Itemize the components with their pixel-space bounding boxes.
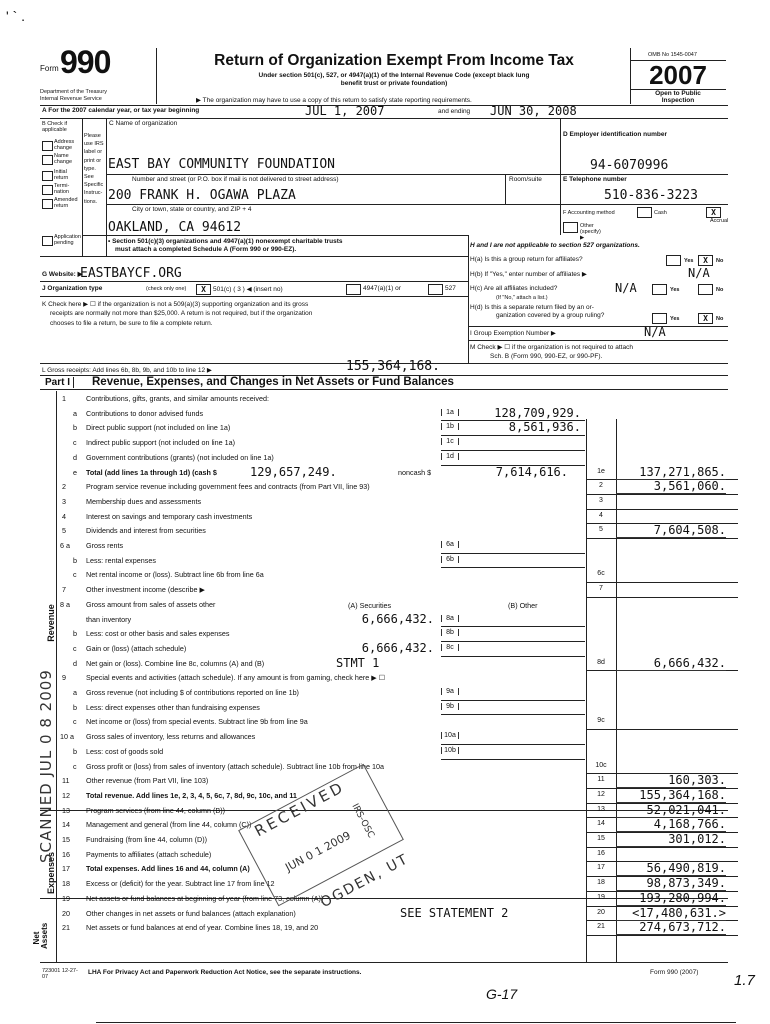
h-i-note: H and I are not applicable to section 527 organizations. <box>470 242 640 249</box>
line-description: Net assets or fund balances at end of year. Combine lines 18, 19, and 20 <box>86 923 319 933</box>
line-number: 19 <box>62 893 70 903</box>
line-description: Program service revenue including government fees and contracts (from Part VII, line 93) <box>86 482 370 492</box>
line-description: Membership dues and assessments <box>86 496 202 506</box>
line-number: b <box>73 702 77 712</box>
line-number: 8 a <box>60 599 70 609</box>
line-description: Interest on savings and temporary cash investments <box>86 511 253 521</box>
section-b-option-label: Initial return <box>54 169 69 181</box>
rule <box>441 641 585 642</box>
line-number: c <box>73 438 77 448</box>
form-title: Return of Organization Exempt From Income Tax <box>214 52 574 69</box>
line-number: 17 <box>62 864 70 874</box>
expenses-side-label: Expenses <box>46 851 57 895</box>
rule <box>441 567 585 568</box>
gross-receipts-label: L Gross receipts: Add lines 6b, 8b, 9b, and 10b to line 12 ▶ <box>42 367 212 374</box>
line-description: Total (add lines 1a through 1d) (cash $ <box>86 467 217 477</box>
inner-box-number: 6a <box>441 541 459 548</box>
hc-note: (If "No," attach a list.) <box>496 295 548 301</box>
scanned-stamp: SCANNED JUL 0 8 2009 <box>37 669 55 863</box>
ein-value: 94-6070996 <box>590 158 669 173</box>
line-number: 21 <box>62 923 70 933</box>
hc-no-label: No <box>716 287 724 293</box>
line-description: Other investment income (describe ▶ <box>86 585 205 595</box>
hc-yes-checkbox[interactable] <box>652 284 667 295</box>
omb-number: OMB No 1545-0047 <box>648 52 697 58</box>
received-stamp: RECEIVED <box>251 777 348 841</box>
line-description: Less: rental expenses <box>86 555 156 565</box>
line-description: than inventory <box>86 614 132 624</box>
line-number: 7 <box>62 585 66 595</box>
line-description: Gross revenue (not including $ of contributions reported on line 1b) <box>86 688 299 697</box>
line-number: 5 <box>62 526 66 536</box>
gross-receipts-value: 155,364,168. <box>346 359 440 374</box>
line-amount: 56,490,819. <box>616 861 726 876</box>
rule <box>586 729 738 730</box>
line-k-1: K Check here ▶ ☐ if the organization is not a 509(a)(3) supporting organization and its gross <box>42 301 309 308</box>
org-name: EAST BAY COMMUNITY FOUNDATION <box>108 157 335 172</box>
line-number: c <box>73 761 77 771</box>
section-b-option-label: Application pending <box>54 234 81 246</box>
rule <box>441 450 585 451</box>
dept-treasury: Department of the Treasury <box>40 89 107 95</box>
line-description: Less: cost of goods sold <box>86 746 164 756</box>
line-number: a <box>73 688 77 697</box>
inner-box-number: 10a <box>441 732 459 739</box>
right-line-number: 7 <box>599 585 603 593</box>
phone-label: E Telephone number <box>563 176 627 183</box>
line-amount: 160,303. <box>616 773 726 788</box>
please-print-note: Please use IRS label or print or type. See Specific Instruc-tions. <box>84 133 104 205</box>
line-number: b <box>73 555 77 565</box>
line-number: d <box>73 452 77 462</box>
line-description: Special events and activities (attach schedule). If any amount is from gaming, check here ▶ ☐ <box>86 673 386 683</box>
right-line-number: 2 <box>599 482 603 490</box>
section-b-option-label: Address change <box>54 139 75 151</box>
org-type-501c-checkbox[interactable]: X <box>196 284 211 295</box>
and-ending-label: and ending <box>438 108 471 115</box>
line-description: Gross profit or (loss) from sales of inventory (attach schedule). Subtract line 10b from line 10a <box>86 761 385 771</box>
org-type-527-label: 527 <box>445 285 456 292</box>
line-number: c <box>73 570 77 580</box>
right-line-number: 15 <box>597 835 605 842</box>
line-number: 9 <box>62 673 66 683</box>
line-number: 15 <box>62 835 70 844</box>
rule <box>441 626 585 627</box>
right-line-number: 18 <box>597 879 605 887</box>
part-i-label: Part I <box>42 377 74 388</box>
cash-checkbox[interactable] <box>637 207 652 218</box>
inner-box-number: 1a <box>441 409 459 416</box>
line-number: b <box>73 746 77 756</box>
section-b-option-checkbox[interactable] <box>42 199 53 209</box>
hb-question: H(b) If "Yes," enter number of affiliates ▶ <box>470 271 587 278</box>
right-line-number: 6c <box>597 570 605 578</box>
section-b-option-label: Name change <box>54 153 73 165</box>
irs-label: Internal Revenue Service <box>40 96 102 102</box>
line-k-2: receipts are normally not more than $25,000. A return is not required, but if the organization <box>50 310 313 317</box>
line-number: 2 <box>62 482 66 492</box>
hand-page-mark: 1.7 <box>734 972 755 989</box>
line-description: Program services (from line 44, column (B)) <box>86 805 225 815</box>
section-b-option-checkbox[interactable] <box>42 155 53 165</box>
footer-lha: LHA For Privacy Act and Paperwork Reduction Act Notice, see the separate instructions. <box>88 969 362 976</box>
line-m-2: Sch. B (Form 990, 990-EZ, or 990-PF). <box>490 353 603 360</box>
rule <box>441 714 585 715</box>
website-value: EASTBAYCF.ORG <box>80 266 182 281</box>
line-amount: 4,168,766. <box>616 817 726 832</box>
section-b-option-label: Amended return <box>54 197 78 209</box>
footer-form: Form 990 (2007) <box>650 969 699 976</box>
form-number: 990 <box>60 44 111 80</box>
hd-yes-label: Yes <box>670 316 680 322</box>
line-number: d <box>73 658 77 668</box>
accounting-method-label: F Accounting method <box>563 210 615 216</box>
line-amount: <17,480,631.> <box>616 906 726 921</box>
group-exemption-value: N/A <box>644 325 666 339</box>
form-subtitle-1: Under section 501(c), 527, or 4947(a)(1) of the Internal Revenue Code (except black lung <box>258 72 530 79</box>
section-b-option-checkbox[interactable] <box>42 185 53 195</box>
line-amount: 6,666,432. <box>616 656 726 671</box>
right-line-number: 5 <box>599 526 603 534</box>
line-description: Net assets or fund balances at beginning of year (from line 73, column (A)) <box>86 893 324 903</box>
right-line-number: 11 <box>597 776 605 784</box>
line-description: Contributions to donor advised funds <box>86 408 204 418</box>
line-description: Indirect public support (not included on line 1a) <box>86 438 236 448</box>
ha-yes-label: Yes <box>684 258 694 264</box>
line-amount: 193,280,994. <box>616 891 726 906</box>
line-description: Less: cost or other basis and sales expenses <box>86 629 230 639</box>
line-description: Gross amount from sales of assets other <box>86 599 216 609</box>
inspection: Inspection <box>661 97 695 104</box>
line-number: e <box>73 467 77 477</box>
margin-scribble: ' ` . <box>6 8 26 24</box>
website-label: G Website: ▶ <box>42 271 83 278</box>
section-b-option-checkbox[interactable] <box>42 141 53 151</box>
line-description: Total expenses. Add lines 16 and 44, column (A) <box>86 864 250 874</box>
line-number: 1 <box>62 394 66 403</box>
cash-label: Cash <box>654 210 667 216</box>
right-line-number: 1e <box>597 467 605 475</box>
line-number: c <box>73 717 77 727</box>
sec501-note-1: • Section 501(c)(3) organizations and 4947(a)(1) nonexempt charitable trusts <box>108 238 343 245</box>
line-description: Gain or (loss) (attach schedule) <box>86 643 187 653</box>
inner-box-number: 8a <box>441 615 459 622</box>
line-number: c <box>73 643 77 653</box>
line-description: Gross rents <box>86 541 124 550</box>
hc-yes-label: Yes <box>670 287 680 293</box>
hd-question-1: H(d) Is this a separate return filed by an or- <box>470 304 594 311</box>
city-state-zip: OAKLAND, CA 94612 <box>108 220 242 235</box>
rule <box>586 582 738 583</box>
right-line-number: 10c <box>595 761 607 769</box>
line-m-1: M Check ▶ ☐ if the organization is not required to attach <box>470 344 633 351</box>
line-amount: 52,021,041. <box>616 803 726 818</box>
org-type-527-checkbox[interactable] <box>428 284 443 295</box>
hd-question-2: ganization covered by a group ruling? <box>496 312 605 319</box>
inner-box-number: 1d <box>441 453 459 460</box>
line-amount: 155,364,168. <box>616 788 726 803</box>
line-amount: 7,604,508. <box>616 523 726 538</box>
street-label: Number and street (or P.O. box if mail is not delivered to street address) <box>132 176 339 183</box>
right-line-number: 19 <box>597 893 605 901</box>
org-type-label: J Organization type <box>42 285 103 292</box>
line-number: 3 <box>62 496 66 506</box>
line-description: Direct public support (not included on line 1a) <box>86 423 231 433</box>
state-notice: ▶ The organization may have to use a copy of this return to satisfy state reporting requirements. <box>196 97 472 104</box>
line-description: Dividends and interest from securities <box>86 526 206 536</box>
ogden-stamp: OGDEN, UT <box>317 851 412 911</box>
form-label: Form <box>40 64 59 73</box>
line-number: b <box>73 629 77 639</box>
other-method-checkbox[interactable] <box>563 222 578 233</box>
org-type-4947-checkbox[interactable] <box>346 284 361 295</box>
rule <box>586 597 738 598</box>
hand-note: G-17 <box>486 986 518 1002</box>
inner-box-number: 1b <box>441 423 459 430</box>
inner-amount: 6,666,432. <box>361 611 434 626</box>
right-line-number: 3 <box>599 496 603 504</box>
inner-box-number: 8c <box>441 644 459 651</box>
line-number: 4 <box>62 511 66 521</box>
section-b-option-label: Termi-nation <box>54 183 70 195</box>
rule <box>586 509 738 510</box>
line-description: Gross sales of inventory, less returns and allowances <box>86 732 256 742</box>
noncash-amount: 7,614,616. <box>495 464 568 479</box>
accrual-checkbox[interactable]: X <box>706 207 721 218</box>
line-number: 14 <box>62 820 70 830</box>
phone-value: 510-836-3223 <box>604 188 698 203</box>
line-amount: 301,012. <box>616 832 726 847</box>
irs-osc-stamp: IRS-OSC <box>349 802 376 840</box>
hd-no-label: No <box>716 316 724 322</box>
hc-question: H(c) Are all affiliates included? <box>470 285 558 292</box>
column-b-header: (B) Other <box>508 600 538 610</box>
line-description: Total revenue. Add lines 1e, 2, 3, 4, 5, 6c, 7, 8d, 9c, 10c, and 11 <box>86 790 297 800</box>
line-amount: 137,271,865. <box>616 465 726 480</box>
line-description: Net income or (loss) from special events. Subtract line 9b from line 9a <box>86 717 308 727</box>
line-number: 20 <box>62 908 70 918</box>
line-extra: SEE STATEMENT 2 <box>400 905 509 920</box>
right-line-number: 20 <box>597 908 605 916</box>
org-type-hint: (check only one) <box>146 286 187 292</box>
section-b-option-checkbox[interactable] <box>42 171 53 181</box>
rule <box>441 435 585 436</box>
line-description: Fundraising (from line 44, column (D)) <box>86 835 208 844</box>
line-number: 10 a <box>60 732 74 742</box>
right-line-number: 12 <box>597 790 605 798</box>
inner-amount: 8,561,936. <box>508 420 581 435</box>
column-a-header: (A) Securities <box>348 600 392 610</box>
inner-box-number: 8b <box>441 629 459 636</box>
right-line-number: 14 <box>597 820 605 828</box>
sec501-note-2: must attach a completed Schedule A (Form 990 or 990-EZ). <box>115 246 297 253</box>
right-line-number: 13 <box>597 805 605 813</box>
rule <box>441 656 585 657</box>
revenue-side-label: Revenue <box>45 604 56 642</box>
line-description: Net gain or (loss). Combine line 8c, columns (A) and (B) <box>86 658 265 668</box>
line-number: 12 <box>62 790 70 800</box>
tax-year-end: JUN 30, 2008 <box>490 104 577 118</box>
hc-value: N/A <box>615 281 637 295</box>
line-number: 18 <box>62 879 70 889</box>
line-description: Government contributions (grants) (not included on line 1a) <box>86 452 274 462</box>
line-amount: 98,873,349. <box>616 876 726 891</box>
line-description: Other revenue (from Part VII, line 103) <box>86 776 209 786</box>
net-assets-side-label: Net Assets <box>32 922 49 949</box>
line-number: b <box>73 423 77 433</box>
org-type-4947-label: 4947(a)(1) or <box>363 285 401 292</box>
line-number: 13 <box>62 805 70 815</box>
rule <box>441 553 585 554</box>
line-extra: 129,657,249. <box>250 464 337 479</box>
line-number: a <box>73 408 77 418</box>
right-line-number: 4 <box>599 511 603 519</box>
footer-code: 723001 12-27-07 <box>42 968 78 980</box>
received-date-stamp: JUN 0 1 2009 <box>283 828 353 875</box>
ha-question: H(a) Is this a group return for affiliates? <box>470 256 583 263</box>
ha-no-checkbox[interactable]: X <box>698 255 713 266</box>
inner-box-number: 9b <box>441 703 459 710</box>
hd-no-checkbox[interactable]: X <box>698 313 713 324</box>
org-type-501c-label: 501(c) ( 3 ) ◀ (insert no) <box>213 286 283 293</box>
rule <box>40 962 728 963</box>
hd-yes-checkbox[interactable] <box>652 313 667 324</box>
rule <box>56 391 57 962</box>
city-label: City or town, state or country, and ZIP + 4 <box>132 206 252 213</box>
rule <box>441 759 585 760</box>
ein-label: D Employer identification number <box>563 131 668 138</box>
line-extra: STMT 1 <box>336 655 380 670</box>
noncash-label: noncash $ <box>398 467 432 477</box>
rule <box>441 700 585 701</box>
line-description: Management and general (from line 44, column (C)) <box>86 820 252 830</box>
inner-amount: 128,709,929. <box>494 405 581 420</box>
inner-box-number: 10b <box>441 747 459 754</box>
right-line-number: 17 <box>597 864 605 872</box>
hb-value: N/A <box>688 266 710 280</box>
section-b-label: B Check if applicable <box>42 121 68 133</box>
inner-box-number: 9a <box>441 688 459 695</box>
line-description: Contributions, gifts, grants, and similar amounts received: <box>86 394 269 403</box>
tax-year-begin: JUL 1, 2007 <box>305 104 385 118</box>
right-line-number: 16 <box>597 849 605 857</box>
inner-box-number: 6b <box>441 556 459 563</box>
line-description: Payments to affiliates (attach schedule) <box>86 849 212 859</box>
tax-year: 2007 <box>649 60 707 90</box>
room-suite-label: Room/suite <box>509 176 542 183</box>
ha-no-label: No <box>716 258 724 264</box>
line-description: Net rental income or (loss). Subtract line 6b from line 6a <box>86 570 264 580</box>
line-number: 16 <box>62 849 70 859</box>
right-line-number: 21 <box>597 923 605 931</box>
hc-no-checkbox[interactable] <box>698 284 713 295</box>
line-description: Less: direct expenses other than fundraising expenses <box>86 702 260 712</box>
line-description: Other changes in net assets or fund balances (attach explanation) <box>86 908 296 918</box>
street-address: 200 FRANK H. OGAWA PLAZA <box>108 188 296 203</box>
line-description: Excess or (deficit) for the year. Subtract line 17 from line 12 <box>86 879 275 889</box>
right-line-number: 9c <box>597 717 605 725</box>
line-amount: 274,673,712. <box>616 920 726 935</box>
rule <box>441 744 585 745</box>
part-i-title: Revenue, Expenses, and Changes in Net Assets or Fund Balances <box>92 376 454 388</box>
group-exemption-label: I Group Exemption Number ▶ <box>470 330 556 337</box>
line-k-3: chooses to file a return, be sure to file a complete return. <box>50 320 213 327</box>
open-public: Open to Public <box>655 90 701 97</box>
line-number: 6 a <box>60 541 70 550</box>
line-a-label: A For the 2007 calendar year, or tax year beginning <box>42 107 200 114</box>
form-subtitle-2: benefit trust or private foundation) <box>340 80 448 87</box>
line-amount: 3,561,060. <box>616 479 726 494</box>
other-method-label: Other (specify) ▶ <box>580 223 601 241</box>
inner-amount: 6,666,432. <box>361 640 434 655</box>
org-name-label: C Name of organization <box>109 120 178 127</box>
accrual-label: Accrual <box>710 218 729 224</box>
inner-box-number: 1c <box>441 438 459 445</box>
line-number: 11 <box>62 776 70 786</box>
section-b-option-checkbox[interactable] <box>42 236 53 246</box>
ha-yes-checkbox[interactable] <box>666 255 681 266</box>
right-line-number: 8d <box>597 658 605 666</box>
